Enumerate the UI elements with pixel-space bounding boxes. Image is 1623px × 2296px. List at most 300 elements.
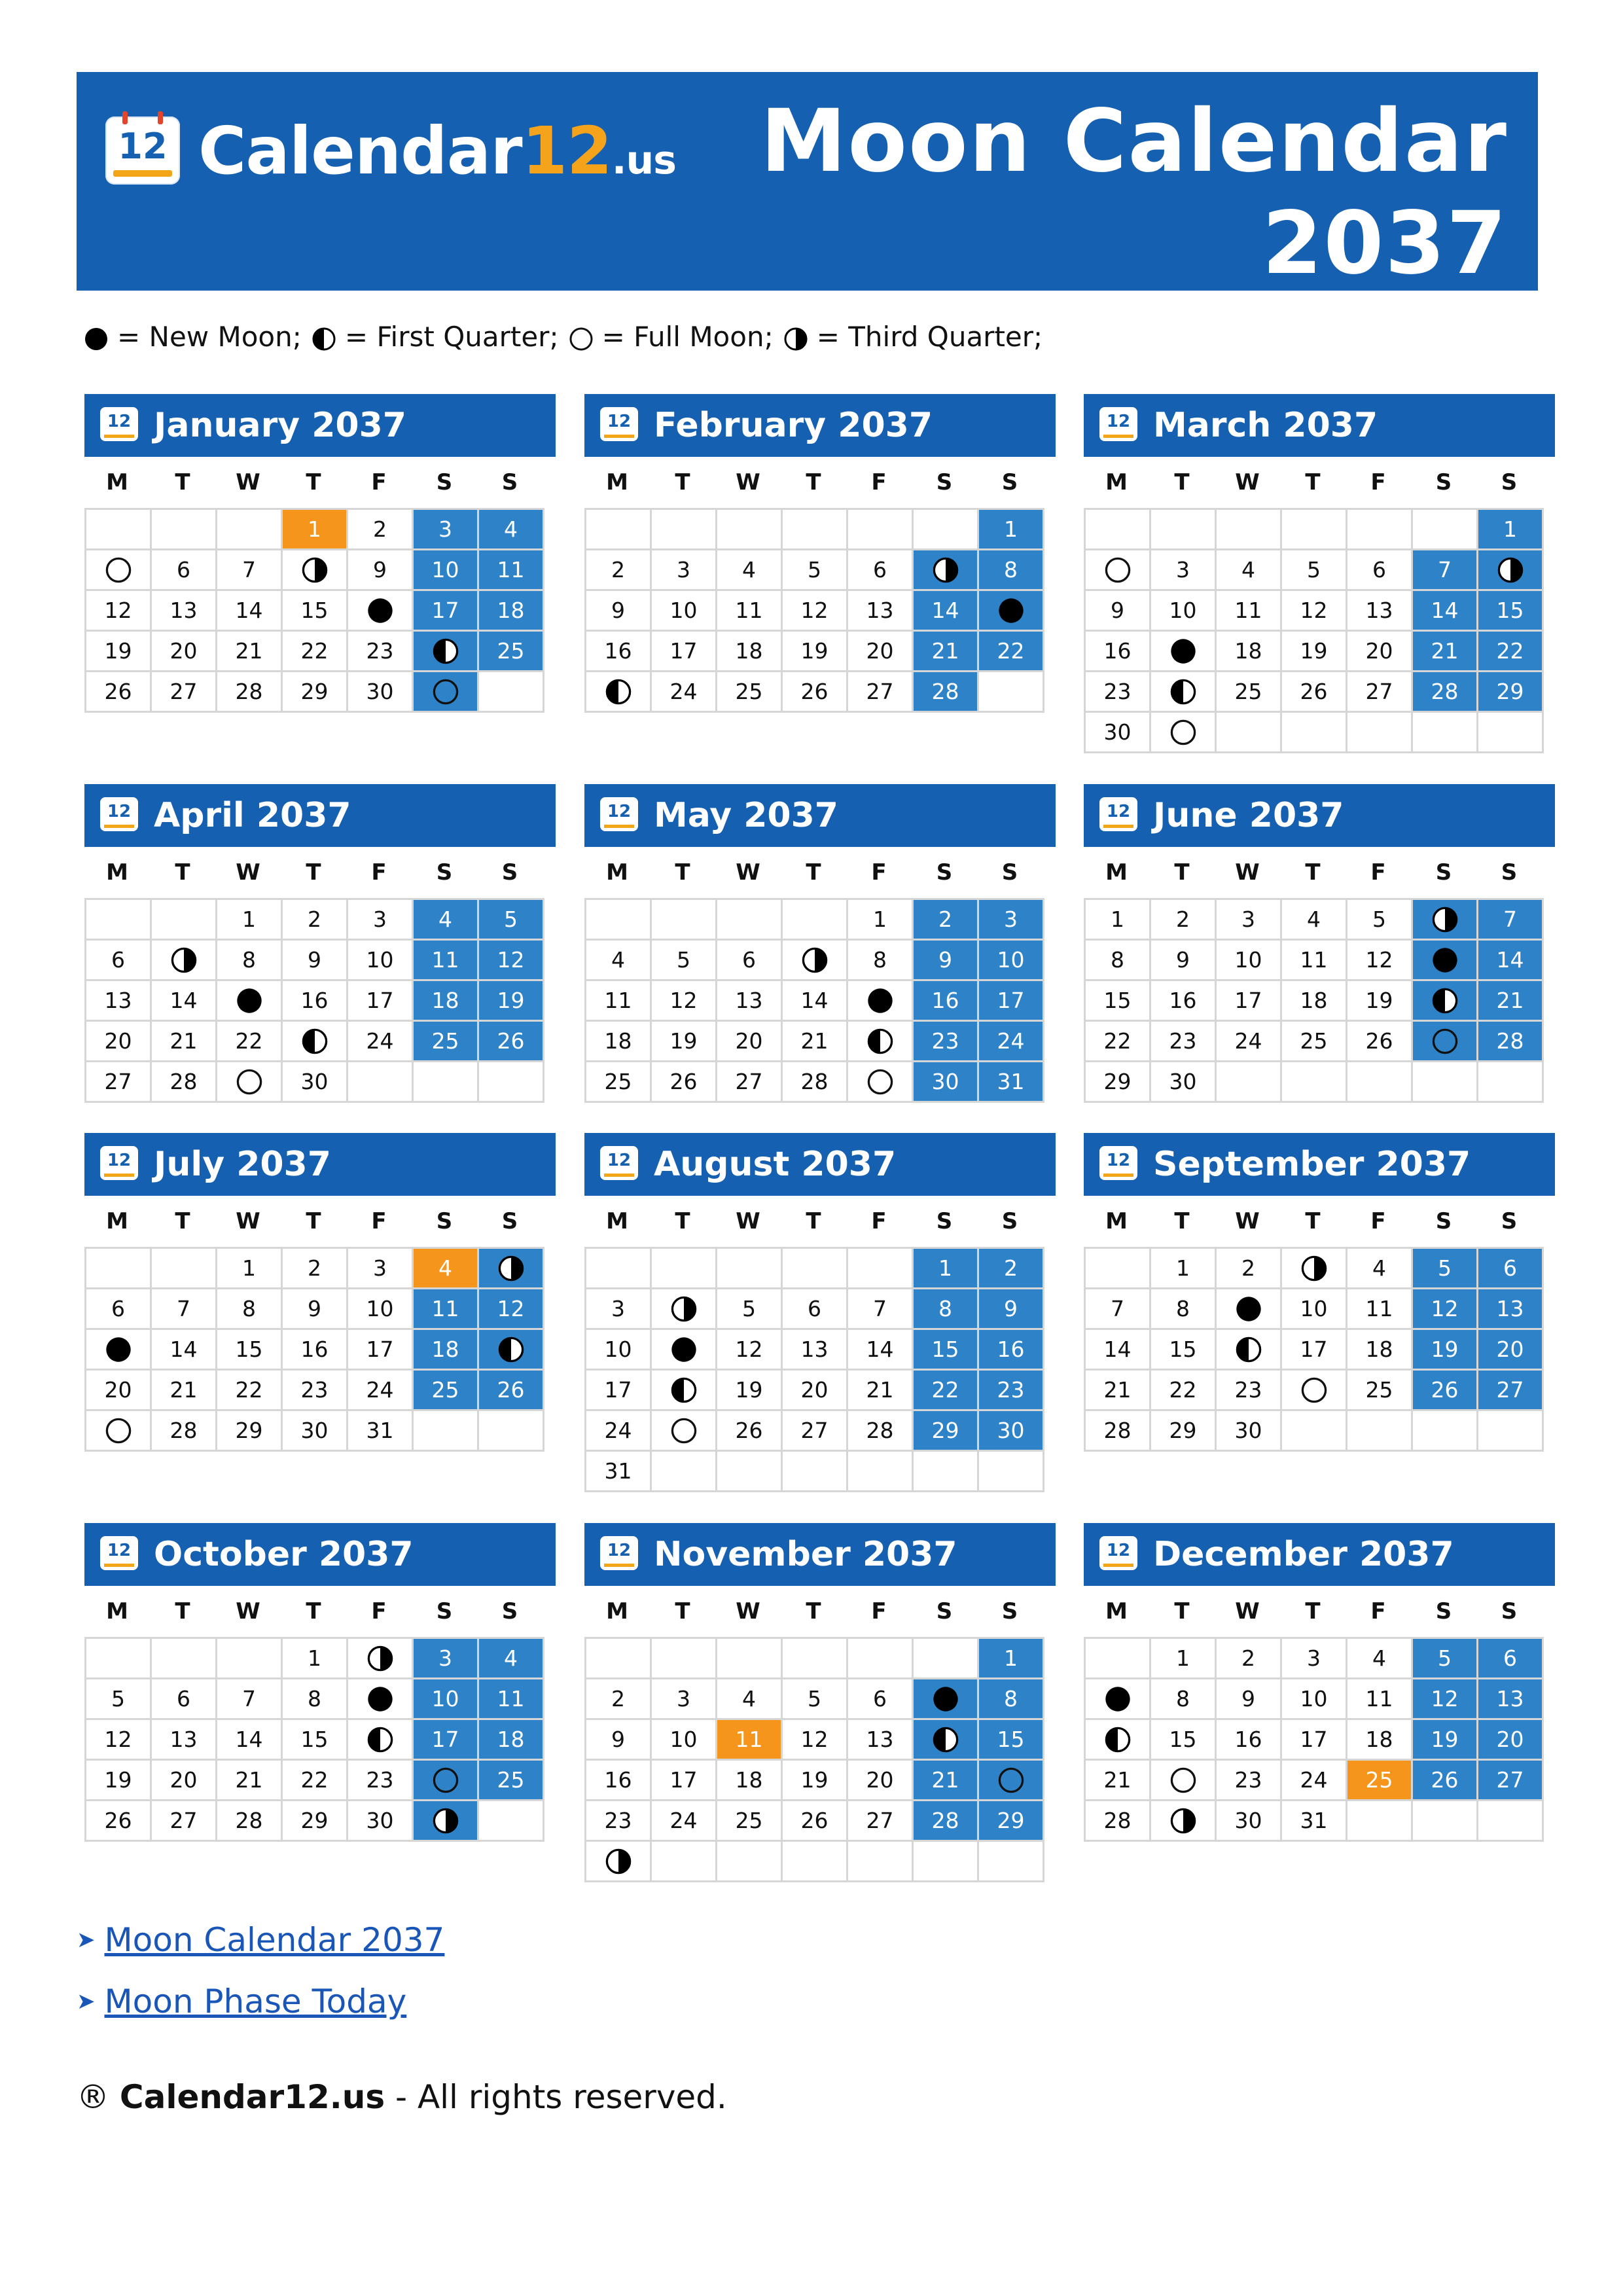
weekday-header <box>84 457 556 508</box>
empty-cell <box>152 1249 217 1289</box>
day-cell: 18 <box>414 1330 479 1371</box>
month-header <box>84 394 556 457</box>
arrow-right-icon: ➤ <box>77 1988 96 2015</box>
day-cell: 13 <box>152 1720 217 1761</box>
day-cell: 12 <box>479 1289 544 1330</box>
day-cell: 10 <box>1282 1289 1347 1330</box>
day-cell: 26 <box>783 672 848 713</box>
weekday-label: M <box>1105 1598 1128 1624</box>
site-logo[interactable] <box>105 111 676 190</box>
empty-cell <box>1282 1411 1347 1452</box>
day-cell: 10 <box>652 591 717 632</box>
day-cell: 18 <box>479 591 544 632</box>
first-moon-icon <box>1169 677 1198 706</box>
day-cell: 24 <box>348 1371 414 1411</box>
day-cell: 15 <box>1151 1720 1217 1761</box>
weekday-label: M <box>606 469 628 495</box>
day-cell: 30 <box>1086 713 1151 753</box>
day-cell <box>979 591 1044 632</box>
weekday-label: T <box>806 859 821 886</box>
day-cell: 13 <box>848 1720 914 1761</box>
month-calendar <box>584 394 1056 713</box>
weekday-label: W <box>736 859 760 886</box>
empty-cell <box>848 510 914 550</box>
day-cell: 27 <box>1478 1761 1544 1801</box>
day-cell: 8 <box>217 941 283 981</box>
weekday-label: S <box>1501 469 1518 495</box>
empty-cell <box>783 1639 848 1679</box>
weekday-label: S <box>1435 1598 1452 1624</box>
day-cell: 13 <box>86 981 152 1022</box>
day-cell: 1 <box>979 1639 1044 1679</box>
empty-cell <box>414 1411 479 1452</box>
day-cell: 1 <box>217 1249 283 1289</box>
new-moon-icon <box>997 596 1026 625</box>
day-cell: 21 <box>914 1761 979 1801</box>
day-cell: 9 <box>586 591 652 632</box>
day-cell <box>86 550 152 591</box>
day-cell: 24 <box>1217 1022 1282 1062</box>
day-cell: 22 <box>217 1371 283 1411</box>
day-cell: 2 <box>914 900 979 941</box>
day-cell: 14 <box>152 981 217 1022</box>
logo-text: Calendar12.us <box>198 112 676 189</box>
empty-cell <box>86 900 152 941</box>
day-cell: 28 <box>1086 1411 1151 1452</box>
day-cell: 16 <box>283 981 348 1022</box>
day-cell: 6 <box>848 1679 914 1720</box>
day-cell <box>1151 672 1217 713</box>
day-cell <box>283 550 348 591</box>
day-cell: 11 <box>1282 941 1347 981</box>
day-cell: 26 <box>1413 1761 1478 1801</box>
day-cell: 15 <box>914 1330 979 1371</box>
day-cell: 15 <box>283 591 348 632</box>
day-grid <box>584 1247 1044 1492</box>
empty-cell <box>783 1249 848 1289</box>
empty-cell <box>86 510 152 550</box>
weekday-label: F <box>1370 469 1386 495</box>
empty-cell <box>586 1639 652 1679</box>
moon-calendar-link[interactable]: Moon Calendar 2037 <box>104 1921 445 1959</box>
day-cell <box>479 1330 544 1371</box>
day-cell: 2 <box>1151 900 1217 941</box>
calendar-icon: 12 <box>1099 407 1137 441</box>
third-moon-icon <box>783 326 809 352</box>
day-cell: 6 <box>848 550 914 591</box>
empty-cell <box>152 900 217 941</box>
day-cell <box>586 1842 652 1882</box>
day-cell <box>652 1371 717 1411</box>
day-cell: 23 <box>586 1801 652 1842</box>
day-cell: 16 <box>586 1761 652 1801</box>
empty-cell <box>1282 510 1347 550</box>
day-cell: 5 <box>717 1289 783 1330</box>
legend-item-first <box>311 321 559 353</box>
day-cell: 13 <box>1347 591 1413 632</box>
day-cell: 27 <box>848 1801 914 1842</box>
moon-phase-legend <box>83 321 1052 353</box>
calendar-icon: 12 <box>1099 797 1137 831</box>
day-cell <box>1413 981 1478 1022</box>
day-cell: 27 <box>1478 1371 1544 1411</box>
weekday-label: T <box>675 1208 690 1234</box>
empty-cell <box>717 1249 783 1289</box>
day-cell: 13 <box>1478 1289 1544 1330</box>
day-cell: 21 <box>1413 632 1478 672</box>
day-cell: 18 <box>1217 632 1282 672</box>
month-header <box>84 1133 556 1196</box>
day-cell: 26 <box>1282 672 1347 713</box>
day-cell: 1 <box>1151 1639 1217 1679</box>
third-moon-icon <box>169 946 198 975</box>
day-cell: 15 <box>1478 591 1544 632</box>
month-title: October 2037 <box>154 1535 414 1574</box>
day-cell: 21 <box>152 1371 217 1411</box>
day-cell <box>652 1411 717 1452</box>
day-cell: 14 <box>1413 591 1478 632</box>
day-cell: 17 <box>1217 981 1282 1022</box>
day-cell: 28 <box>848 1411 914 1452</box>
weekday-label: W <box>1235 859 1260 886</box>
day-cell: 27 <box>86 1062 152 1103</box>
full-moon-icon <box>1103 556 1132 584</box>
day-grid <box>84 898 544 1103</box>
weekday-label: W <box>736 1598 760 1624</box>
day-cell: 12 <box>717 1330 783 1371</box>
weekday-label: F <box>871 469 887 495</box>
empty-cell <box>717 1639 783 1679</box>
day-cell: 3 <box>414 1639 479 1679</box>
month-title: February 2037 <box>654 406 933 445</box>
day-cell: 13 <box>783 1330 848 1371</box>
day-cell: 25 <box>414 1022 479 1062</box>
weekday-label: M <box>1105 1208 1128 1234</box>
empty-cell <box>783 510 848 550</box>
day-cell <box>1151 1761 1217 1801</box>
day-cell: 29 <box>1151 1411 1217 1452</box>
day-cell: 19 <box>86 1761 152 1801</box>
day-cell: 19 <box>86 632 152 672</box>
day-cell: 11 <box>717 591 783 632</box>
day-cell: 2 <box>586 1679 652 1720</box>
day-cell: 14 <box>1086 1330 1151 1371</box>
day-cell <box>1151 1801 1217 1842</box>
empty-cell <box>1217 713 1282 753</box>
day-cell: 6 <box>86 941 152 981</box>
weekday-label: S <box>501 1208 518 1234</box>
empty-cell <box>783 1842 848 1882</box>
day-cell: 27 <box>783 1411 848 1452</box>
day-cell <box>914 1720 979 1761</box>
full-moon-icon <box>669 1416 698 1445</box>
day-cell: 10 <box>414 1679 479 1720</box>
day-cell: 28 <box>152 1062 217 1103</box>
day-cell: 1 <box>979 510 1044 550</box>
page-title-line2: 2037 <box>1262 193 1508 294</box>
empty-cell <box>1413 1062 1478 1103</box>
first-moon-icon <box>604 677 633 706</box>
empty-cell <box>652 1249 717 1289</box>
day-cell: 3 <box>348 900 414 941</box>
weekday-label: S <box>1435 859 1452 886</box>
legend-label: = New Moon; <box>117 321 302 353</box>
calendar-icon: 12 <box>600 1536 638 1570</box>
day-cell: 6 <box>86 1289 152 1330</box>
legend-label: = First Quarter; <box>344 321 559 353</box>
month-calendar <box>84 394 556 713</box>
day-cell: 8 <box>979 1679 1044 1720</box>
calendar-icon: 12 <box>100 797 138 831</box>
day-cell: 20 <box>848 632 914 672</box>
first-moon-icon <box>1103 1725 1132 1754</box>
month-title: January 2037 <box>154 406 406 445</box>
logo-icon-number: 12 <box>118 126 168 167</box>
weekday-header <box>1084 457 1555 508</box>
day-cell: 26 <box>479 1022 544 1062</box>
third-moon-icon <box>604 1847 633 1876</box>
weekday-label: W <box>1235 1208 1260 1234</box>
new-moon-icon <box>1103 1685 1132 1713</box>
weekday-label: T <box>1305 1208 1321 1234</box>
new-moon-icon <box>104 1335 133 1364</box>
day-cell: 24 <box>652 672 717 713</box>
first-moon-icon <box>366 1725 395 1754</box>
empty-cell <box>1413 1801 1478 1842</box>
day-cell: 8 <box>914 1289 979 1330</box>
day-grid <box>584 898 1044 1103</box>
third-moon-icon <box>1169 1806 1198 1835</box>
weekday-label: W <box>736 469 760 495</box>
day-cell: 6 <box>1478 1639 1544 1679</box>
day-cell <box>1282 1249 1347 1289</box>
full-moon-icon <box>104 556 133 584</box>
day-cell: 4 <box>1347 1249 1413 1289</box>
day-cell: 26 <box>652 1062 717 1103</box>
day-cell: 8 <box>1151 1679 1217 1720</box>
day-cell: 27 <box>717 1062 783 1103</box>
day-cell: 28 <box>914 1801 979 1842</box>
empty-cell <box>348 1062 414 1103</box>
day-cell: 22 <box>1086 1022 1151 1062</box>
day-cell: 24 <box>652 1801 717 1842</box>
empty-cell <box>217 1639 283 1679</box>
day-grid <box>584 1637 1044 1882</box>
day-cell: 31 <box>348 1411 414 1452</box>
day-cell: 20 <box>717 1022 783 1062</box>
day-cell <box>152 941 217 981</box>
day-cell: 30 <box>1217 1801 1282 1842</box>
weekday-label: S <box>436 469 453 495</box>
page-header <box>77 72 1538 294</box>
day-cell <box>1217 1289 1282 1330</box>
empty-cell <box>1347 1411 1413 1452</box>
day-cell <box>652 1289 717 1330</box>
day-cell: 2 <box>979 1249 1044 1289</box>
month-header <box>584 1133 1056 1196</box>
day-cell: 29 <box>1086 1062 1151 1103</box>
day-cell <box>783 941 848 981</box>
day-cell: 9 <box>979 1289 1044 1330</box>
day-cell <box>914 1679 979 1720</box>
day-cell: 4 <box>479 1639 544 1679</box>
full-moon-icon <box>1300 1376 1329 1405</box>
day-cell: 22 <box>283 632 348 672</box>
empty-cell <box>848 1842 914 1882</box>
day-cell: 8 <box>979 550 1044 591</box>
day-cell: 10 <box>586 1330 652 1371</box>
day-cell: 7 <box>1413 550 1478 591</box>
day-cell: 30 <box>914 1062 979 1103</box>
day-cell: 6 <box>717 941 783 981</box>
empty-cell <box>1217 1062 1282 1103</box>
empty-cell <box>586 1249 652 1289</box>
page-title-line1: Moon Calendar <box>760 91 1508 192</box>
weekday-header <box>1084 1586 1555 1637</box>
weekday-label: F <box>371 1208 387 1234</box>
empty-cell <box>1478 1801 1544 1842</box>
day-cell: 21 <box>1478 981 1544 1022</box>
empty-cell <box>914 1452 979 1492</box>
day-cell: 25 <box>586 1062 652 1103</box>
day-cell: 12 <box>1413 1679 1478 1720</box>
day-cell: 27 <box>1347 672 1413 713</box>
weekday-label: S <box>936 1598 953 1624</box>
day-cell: 3 <box>1282 1639 1347 1679</box>
month-calendar <box>1084 1133 1555 1452</box>
day-cell <box>348 591 414 632</box>
day-cell <box>348 1720 414 1761</box>
day-cell: 6 <box>152 550 217 591</box>
new-moon-icon <box>866 986 895 1015</box>
month-calendar <box>584 784 1056 1103</box>
empty-cell <box>1086 1639 1151 1679</box>
day-cell: 17 <box>414 591 479 632</box>
day-cell: 15 <box>1151 1330 1217 1371</box>
day-cell: 6 <box>1478 1249 1544 1289</box>
weekday-label: T <box>306 469 321 495</box>
empty-cell <box>914 1639 979 1679</box>
month-calendar <box>584 1133 1056 1492</box>
day-cell: 1 <box>283 1639 348 1679</box>
empty-cell <box>717 510 783 550</box>
full-moon-icon <box>235 1067 264 1096</box>
empty-cell <box>479 1801 544 1842</box>
moon-phase-today-link[interactable]: Moon Phase Today <box>104 1982 407 2020</box>
day-grid <box>84 508 544 713</box>
empty-cell <box>652 1452 717 1492</box>
weekday-label: T <box>675 859 690 886</box>
day-cell: 23 <box>1217 1761 1282 1801</box>
full-moon-icon <box>1169 718 1198 747</box>
empty-cell <box>1413 713 1478 753</box>
weekday-label: S <box>501 859 518 886</box>
new-moon-icon <box>235 986 264 1015</box>
day-cell: 11 <box>414 1289 479 1330</box>
weekday-header <box>1084 847 1555 898</box>
empty-cell <box>152 510 217 550</box>
day-cell: 25 <box>1217 672 1282 713</box>
new-moon-icon <box>366 596 395 625</box>
empty-cell <box>717 1842 783 1882</box>
day-cell: 26 <box>479 1371 544 1411</box>
day-cell: 15 <box>217 1330 283 1371</box>
legend-item-third <box>783 321 1043 353</box>
day-cell: 14 <box>1478 941 1544 981</box>
month-header <box>584 1523 1056 1586</box>
day-grid <box>1084 1637 1544 1842</box>
weekday-label: F <box>371 859 387 886</box>
day-cell: 14 <box>217 1720 283 1761</box>
weekday-label: T <box>306 859 321 886</box>
day-cell: 16 <box>914 981 979 1022</box>
weekday-label: S <box>936 1208 953 1234</box>
third-moon-icon <box>1300 1254 1329 1283</box>
day-cell <box>1086 1679 1151 1720</box>
month-header <box>584 784 1056 847</box>
weekday-label: M <box>606 1598 628 1624</box>
month-calendar <box>1084 394 1555 753</box>
weekday-header <box>1084 1196 1555 1247</box>
day-cell: 7 <box>848 1289 914 1330</box>
day-cell: 21 <box>914 632 979 672</box>
third-moon-icon <box>366 1644 395 1673</box>
day-cell: 8 <box>1151 1289 1217 1330</box>
empty-cell <box>652 1842 717 1882</box>
empty-cell <box>652 900 717 941</box>
weekday-label: T <box>1305 1598 1321 1624</box>
day-cell: 25 <box>479 632 544 672</box>
day-cell: 29 <box>283 1801 348 1842</box>
day-cell: 5 <box>783 1679 848 1720</box>
day-grid <box>584 508 1044 713</box>
day-cell: 8 <box>1086 941 1151 981</box>
day-cell: 8 <box>217 1289 283 1330</box>
day-cell: 2 <box>348 510 414 550</box>
day-cell: 6 <box>1347 550 1413 591</box>
day-cell: 11 <box>414 941 479 981</box>
day-cell: 7 <box>217 1679 283 1720</box>
day-cell: 13 <box>1478 1679 1544 1720</box>
day-cell: 12 <box>1282 591 1347 632</box>
third-moon-icon <box>800 946 829 975</box>
day-cell: 17 <box>348 981 414 1022</box>
day-cell <box>586 672 652 713</box>
day-cell: 27 <box>152 1801 217 1842</box>
new-moon-icon <box>669 1335 698 1364</box>
day-cell: 31 <box>1282 1801 1347 1842</box>
day-cell: 4 <box>717 550 783 591</box>
weekday-label: M <box>106 1598 128 1624</box>
day-cell <box>217 981 283 1022</box>
weekday-label: T <box>806 1208 821 1234</box>
weekday-label: T <box>806 469 821 495</box>
empty-cell <box>848 1639 914 1679</box>
day-grid <box>1084 898 1544 1103</box>
weekday-label: S <box>436 1208 453 1234</box>
full-moon-icon <box>1169 1766 1198 1795</box>
day-cell: 4 <box>1347 1639 1413 1679</box>
day-cell: 23 <box>1217 1371 1282 1411</box>
full-moon-icon <box>866 1067 895 1096</box>
day-cell: 9 <box>348 550 414 591</box>
day-cell: 25 <box>1282 1022 1347 1062</box>
day-cell <box>414 672 479 713</box>
empty-cell <box>1478 713 1544 753</box>
weekday-label: M <box>606 859 628 886</box>
day-cell: 21 <box>1086 1761 1151 1801</box>
weekday-label: T <box>1174 1598 1190 1624</box>
